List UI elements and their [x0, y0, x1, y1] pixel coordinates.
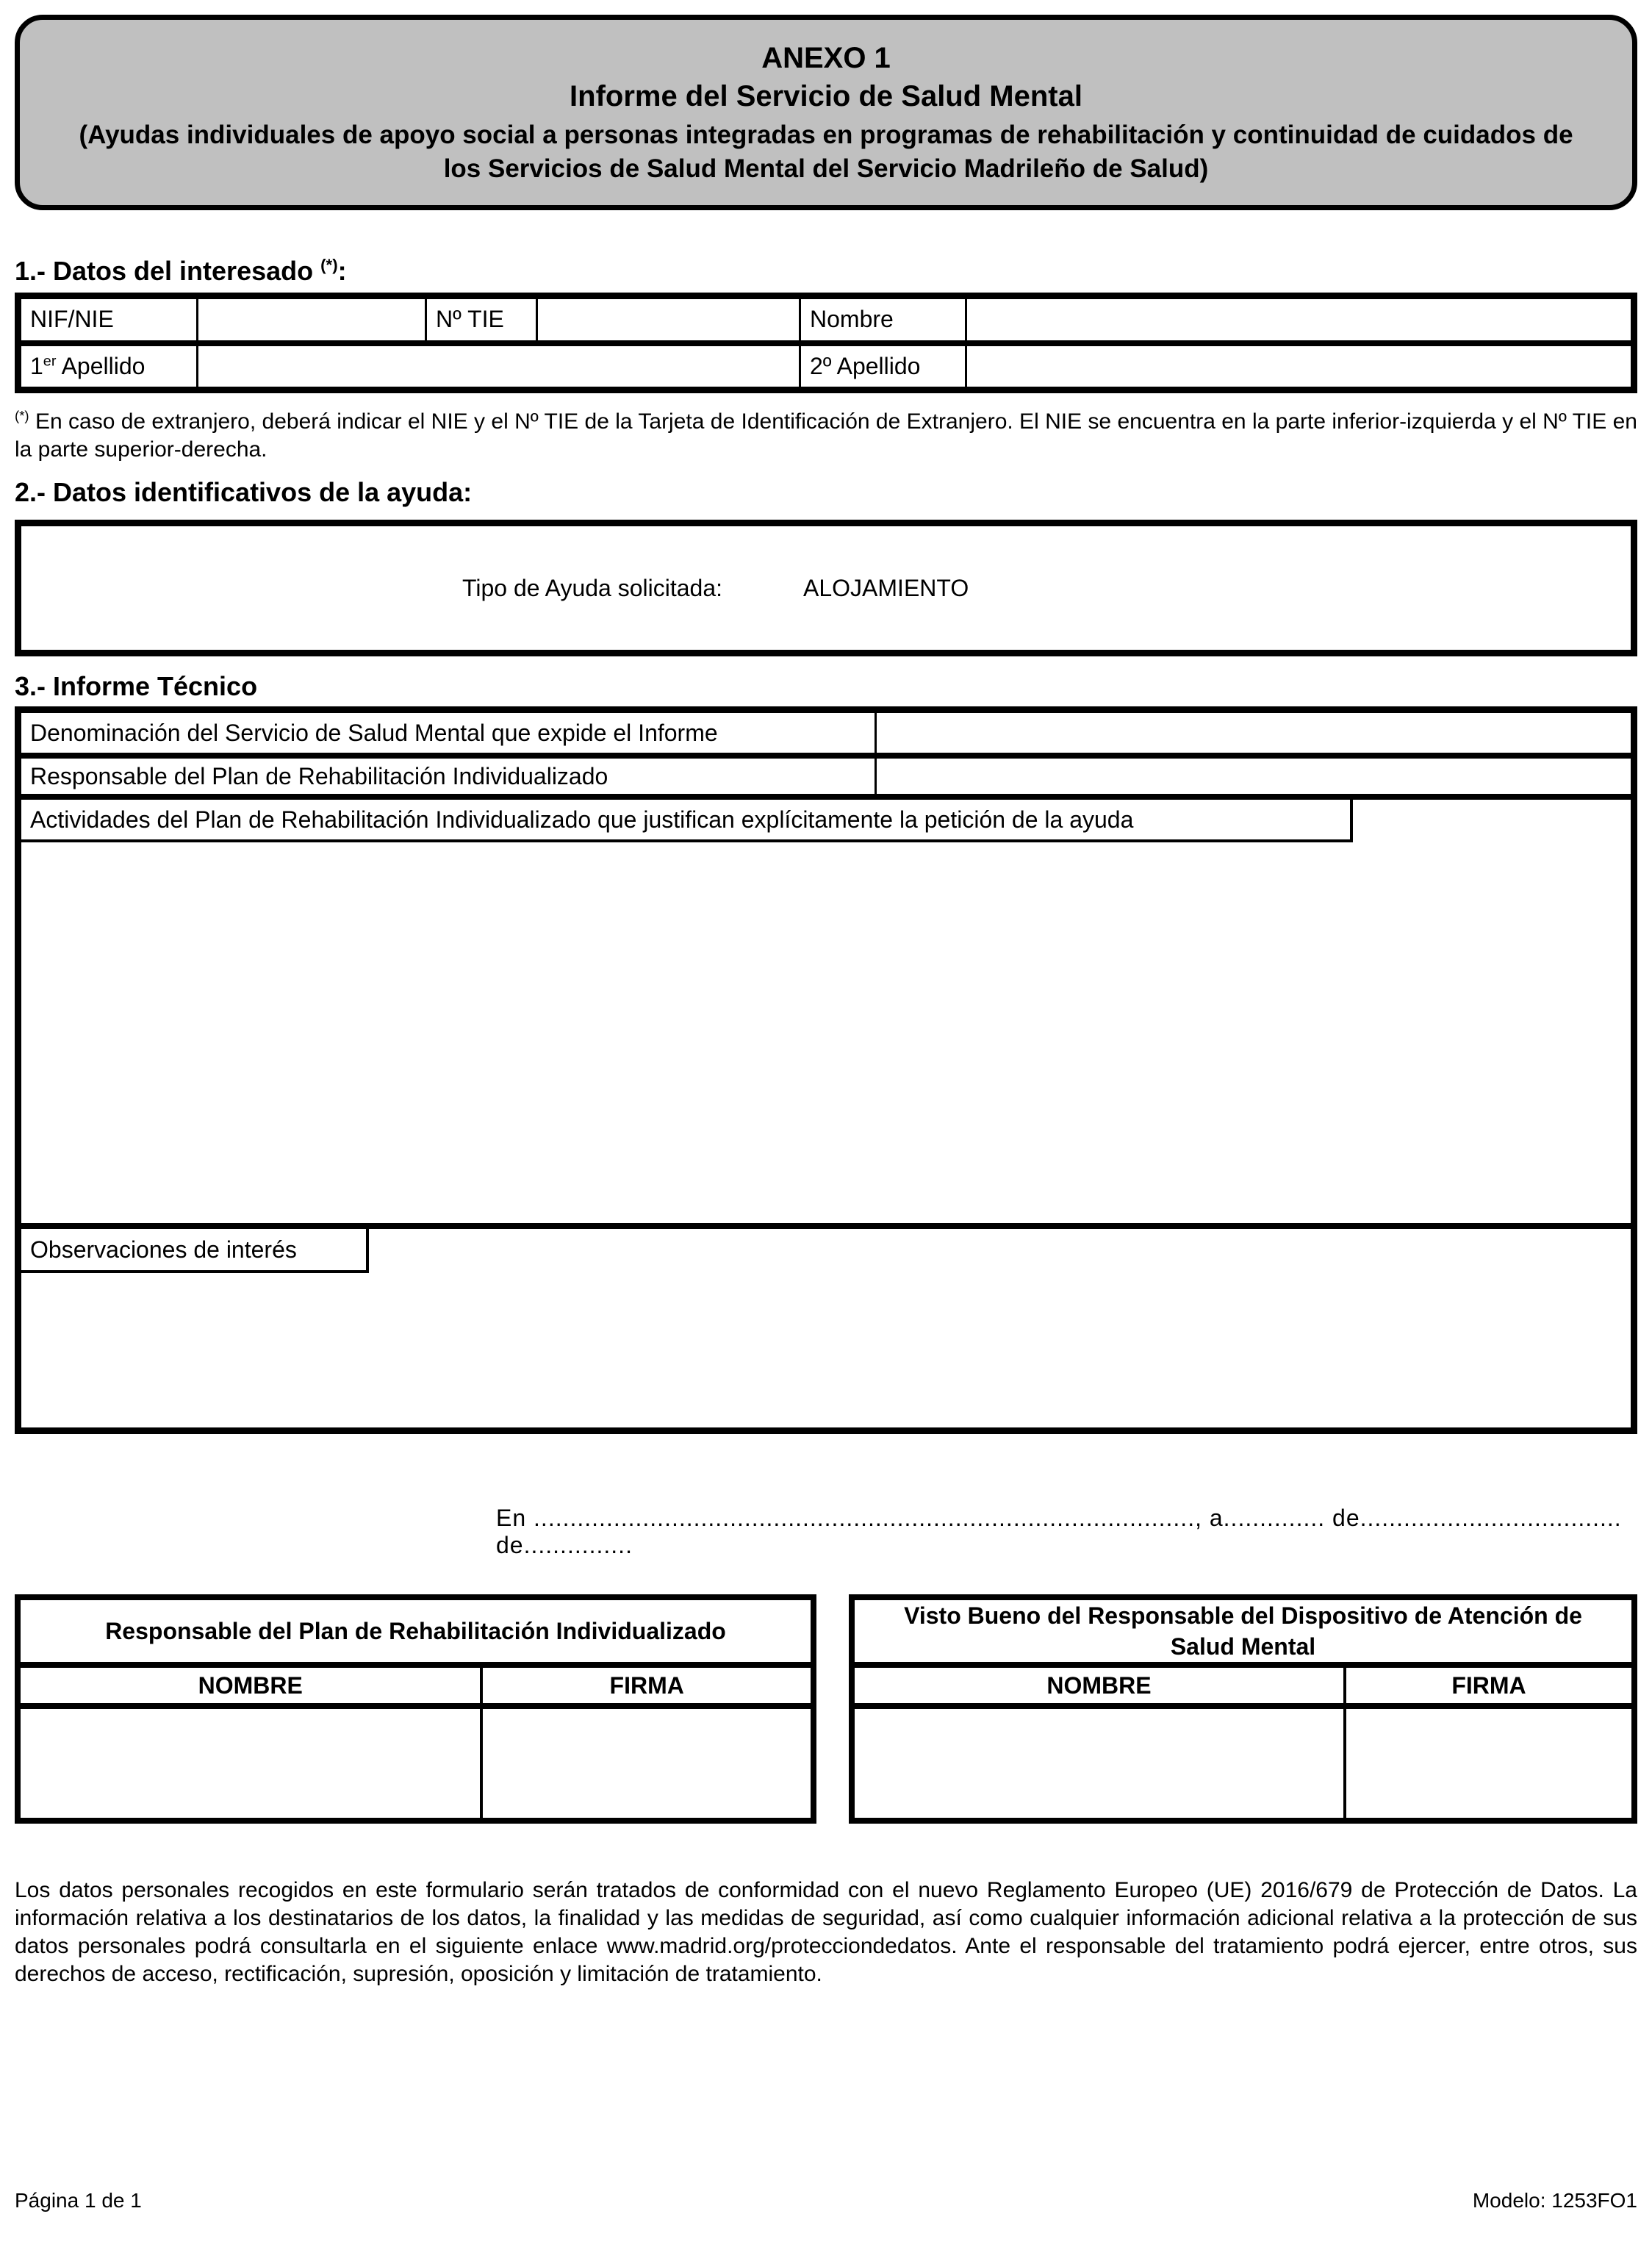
plan-manager-input[interactable]	[877, 759, 1631, 794]
plan-manager-label: Responsable del Plan de Rehabilitación Individualizado	[21, 759, 877, 794]
right-firma-input[interactable]	[1345, 1706, 1634, 1821]
service-name-input[interactable]	[877, 713, 1631, 753]
section3-heading: 3.- Informe Técnico	[15, 671, 258, 701]
plan-manager-signature-table	[15, 1594, 816, 1824]
right-nombre-input[interactable]	[852, 1706, 1345, 1821]
table-row	[852, 1665, 1634, 1706]
data-protection-notice: Los datos personales recogidos en este formulario serán tratados de conformidad con el nuevo Reglamento Europeo (UE) 2016/679 de Protección de Datos. La información relativa a los destinatarios de los datos, la finalidad y las medidas de seguridad, así como cualquier información adicional relativa a la protección de sus datos personales podrá consultarla en el siguiente enlace www.madrid.org/protecciondedatos. Ante el responsable del tratamiento podrá ejercer, entre otros, sus derechos de acceso, rectificación, supresión, oposición y limitación de tratamiento.	[15, 1878, 1637, 1986]
aid-type-value: ALOJAMIENTO	[803, 574, 969, 601]
section1-heading-colon: :	[337, 256, 347, 286]
num-tie-label: Nº TIE	[426, 296, 537, 343]
apellido1-input[interactable]	[198, 343, 800, 390]
nif-nie-label: NIF/NIE	[18, 296, 198, 343]
service-name-label: Denominación del Servicio de Salud Mental que expide el Informe	[21, 713, 877, 753]
right-firma-header: FIRMA	[1345, 1665, 1634, 1706]
apellido1-label	[18, 343, 198, 390]
table-row	[18, 1665, 814, 1706]
left-nombre-header: NOMBRE	[18, 1665, 481, 1706]
foreigner-footnote	[15, 408, 1637, 464]
aid-type-label: Tipo de Ayuda solicitada:	[462, 574, 723, 601]
table-row	[852, 1597, 1634, 1665]
activities-label: Actividades del Plan de Rehabilitación Individualizado que justifican explícitamente la petición de la ayuda	[21, 800, 1353, 842]
table-row	[18, 1597, 814, 1665]
apellido1-word: Apellido	[56, 352, 146, 379]
place-date-line[interactable]: En ..........................................................................................., a.............. de.................................... de...............	[496, 1505, 1622, 1558]
nombre-input[interactable]	[966, 296, 1634, 343]
apellido2-label: 2º Apellido	[800, 343, 966, 390]
left-firma-input[interactable]	[481, 1706, 814, 1821]
footnote-text: En caso de extranjero, deberá indicar el NIE y el Nº TIE de la Tarjeta de Identificación de Extranjero. El NIE se encuentra en la parte inferior-izquierda y el Nº TIE en la parte superior-derecha.	[15, 409, 1637, 462]
form-subtitle: Informe del Servicio de Salud Mental	[570, 80, 1082, 112]
signatures-row	[15, 1594, 1637, 1824]
form-description: (Ayudas individuales de apoyo social a personas integradas en programas de rehabilitación y continuidad de cuidados de los Servicios de Salud Mental del Servicio Madrileño de Salud)	[79, 121, 1573, 183]
left-firma-header: FIRMA	[481, 1665, 814, 1706]
table-row	[18, 1706, 814, 1821]
approval-signature-table	[849, 1594, 1637, 1824]
left-signature-title: Responsable del Plan de Rehabilitación Individualizado	[18, 1597, 814, 1665]
section1-heading-footnote-mark: (*)	[320, 256, 338, 274]
footnote-mark: (*)	[15, 408, 29, 423]
table-row	[21, 759, 1631, 800]
apellido1-number: 1	[30, 352, 43, 379]
section1-heading-text: 1.- Datos del interesado	[15, 256, 321, 286]
nif-nie-input[interactable]	[198, 296, 426, 343]
table-row	[18, 343, 1634, 390]
observations-area[interactable]	[21, 1229, 1631, 1427]
apellido2-input[interactable]	[966, 343, 1634, 390]
table-row	[852, 1706, 1634, 1821]
observations-label: Observaciones de interés	[21, 1229, 369, 1273]
left-nombre-input[interactable]	[18, 1706, 481, 1821]
section2-heading: 2.- Datos identificativos de la ayuda:	[15, 477, 473, 507]
apellido1-ordinal: er	[43, 353, 57, 370]
right-nombre-header: NOMBRE	[852, 1665, 1345, 1706]
table-row	[21, 713, 1631, 759]
form-header-box	[15, 15, 1637, 210]
activities-area[interactable]	[21, 800, 1631, 1229]
form-model-code: Modelo: 1253FO1	[1472, 2189, 1637, 2212]
section1-heading	[15, 256, 1637, 287]
table-row	[18, 296, 1634, 343]
page-footer	[15, 2189, 1637, 2212]
right-signature-title: Visto Bueno del Responsable del Dispositivo de Atención de Salud Mental	[852, 1597, 1634, 1665]
page-number: Página 1 de 1	[15, 2189, 142, 2212]
form-title: ANEXO 1	[761, 42, 891, 74]
technical-report-table	[15, 706, 1637, 1434]
interested-party-table	[15, 293, 1637, 393]
aid-data-box	[15, 520, 1637, 656]
num-tie-input[interactable]	[537, 296, 800, 343]
nombre-label: Nombre	[800, 296, 966, 343]
